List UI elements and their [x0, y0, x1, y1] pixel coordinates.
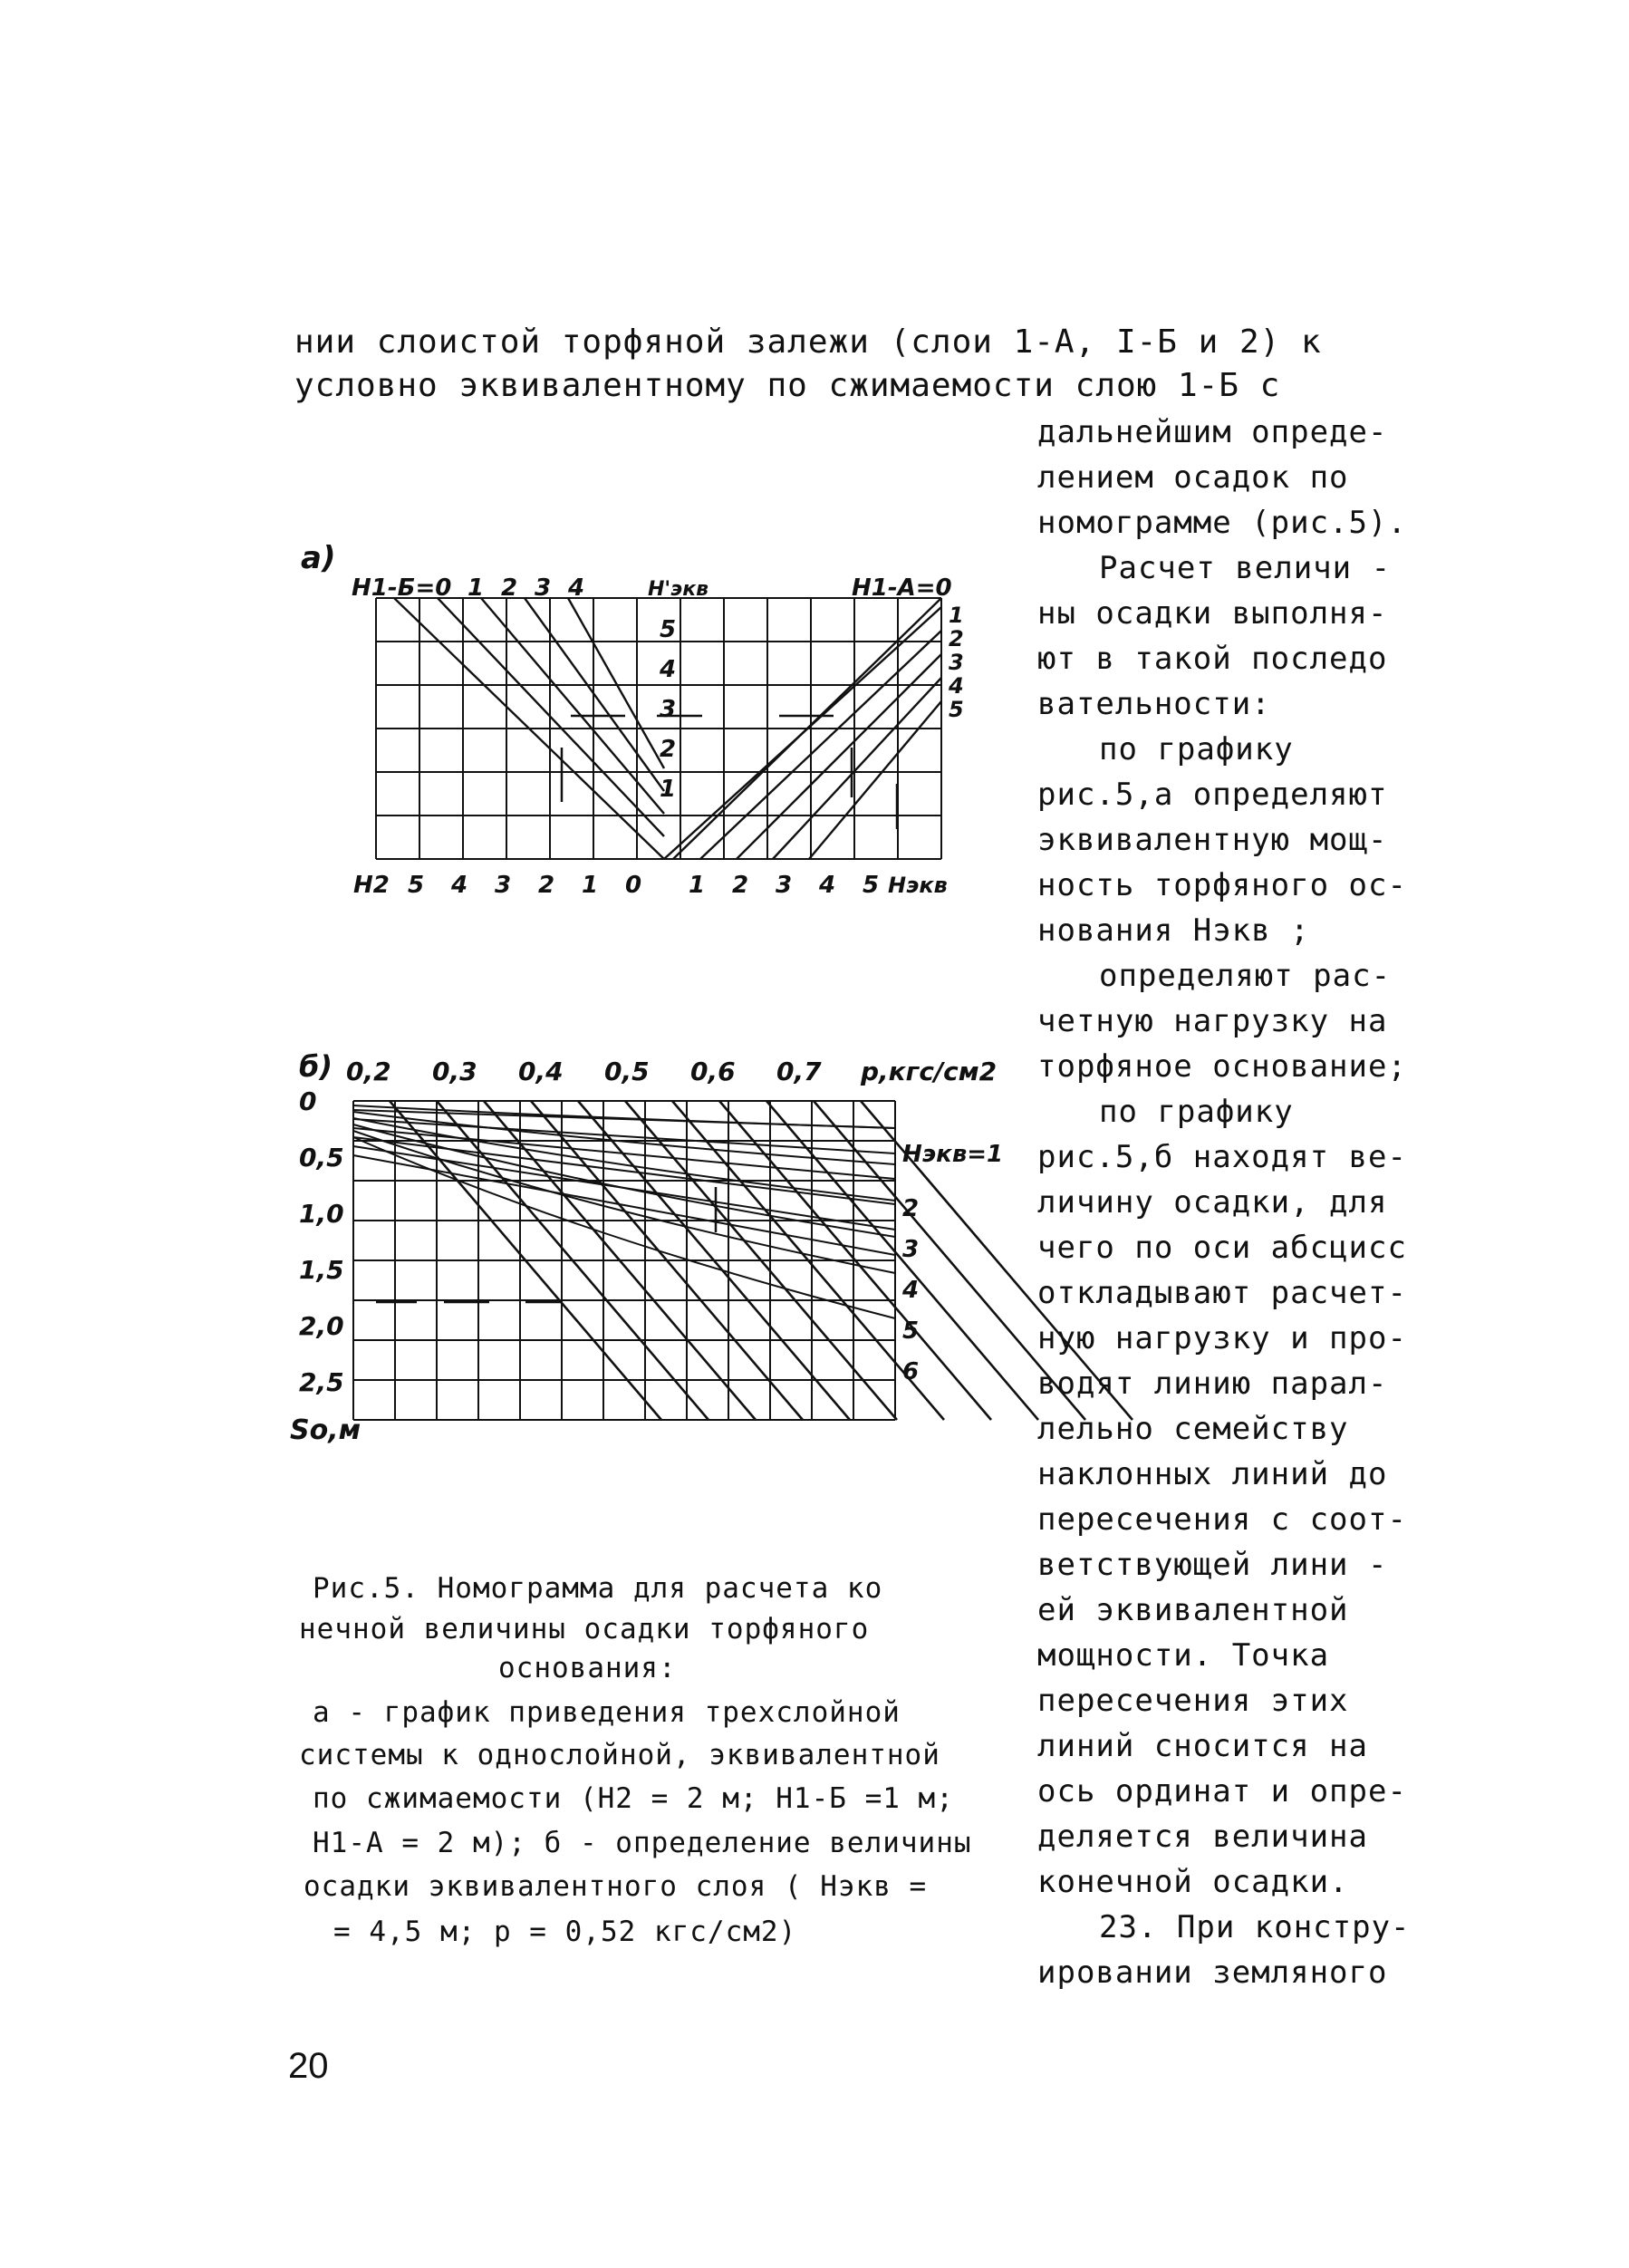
figure-b-nomogram [290, 1042, 1015, 1459]
tick-label: 4 [902, 1277, 920, 1304]
tick-label: 3 [949, 650, 964, 675]
column-line: дальнейшим опреде- [1037, 414, 1388, 450]
figure-b-hekv1-label: Hэкв=1 [902, 1141, 1004, 1168]
tick-label: 1 [582, 872, 599, 899]
page-number: 20 [288, 2046, 329, 2086]
figure-a-hekv-prime-label: H'экв [648, 578, 709, 601]
column-line: откладывают расчет- [1037, 1275, 1407, 1311]
tick-label: 2 [538, 872, 555, 899]
column-line: рис.5,б находят ве- [1037, 1139, 1407, 1175]
figure-b-x-label: p,кгс/см2 [861, 1057, 998, 1086]
tick-label: 4 [451, 872, 468, 899]
figure-a-panel-label: а) [301, 540, 336, 576]
tick-label: 3 [660, 696, 677, 723]
tick-label: 0 [299, 1086, 317, 1116]
tick-label: 0 [625, 872, 642, 899]
caption-line: по сжимаемости (H2 = 2 м; H1-Б =1 м; [313, 1782, 954, 1815]
tick-label: 5 [949, 697, 964, 722]
diagonal-right [809, 701, 941, 859]
equivalent-thickness-line [353, 1110, 895, 1128]
column-line: лением осадок по [1037, 459, 1349, 496]
caption-line: а - график приведения трехслойной [313, 1696, 901, 1729]
column-line: ют в такой последо [1037, 641, 1388, 677]
tick-label: 0,5 [299, 1143, 344, 1173]
tick-label: 1 [689, 872, 706, 899]
diagonal-left [568, 598, 664, 768]
tick-label: 0,6 [690, 1057, 736, 1086]
tick-label: 0,3 [432, 1057, 477, 1086]
tick-label: 1,0 [299, 1199, 344, 1229]
column-line: по графику [1099, 1094, 1294, 1130]
figure-a-h1a-label: H1-А=0 [852, 574, 952, 602]
column-line: чего по оси абсцисс [1037, 1230, 1407, 1266]
column-line: 23. При констру- [1099, 1909, 1411, 1945]
column-line: рис.5,а определяют [1037, 777, 1388, 813]
column-line: четную нагрузку на [1037, 1003, 1388, 1039]
column-line: конечной осадки. [1037, 1864, 1349, 1900]
column-line: ось ординат и опре- [1037, 1773, 1407, 1810]
tick-label: 0,5 [604, 1057, 650, 1086]
tick-label: 3 [776, 872, 793, 899]
tick-label: 0,7 [776, 1057, 822, 1086]
column-line: по графику [1099, 731, 1294, 767]
figure-a-h1b-label: H1-Б=0 [352, 574, 452, 602]
tick-label: 4 [568, 574, 585, 602]
figure-b-y-label: Sо,м [290, 1414, 361, 1446]
tick-label: 1 [660, 776, 677, 803]
tick-label: 4 [819, 872, 836, 899]
column-line: деляется величина [1037, 1819, 1368, 1855]
column-line: ировании земляного [1037, 1954, 1388, 1991]
tick-label: 5 [902, 1317, 920, 1345]
tick-label: 5 [660, 616, 677, 643]
figure-a-h2-label: H2 [353, 872, 390, 899]
tick-label: 5 [408, 872, 425, 899]
column-line: наклонных линий до [1037, 1456, 1388, 1492]
column-line: лельно семейству [1037, 1411, 1349, 1447]
column-line: торфяное основание; [1037, 1048, 1407, 1085]
tick-label: 2 [732, 872, 749, 899]
tick-label: 3 [902, 1236, 920, 1263]
text-line-1: нии слоистой торфяной залежи (слои 1-А, I-Б и 2) к [294, 323, 1322, 361]
caption-line: основания: [498, 1652, 677, 1684]
tick-label: 2,0 [299, 1311, 344, 1341]
caption-line: = 4,5 м; p = 0,52 кгс/см2) [333, 1916, 797, 1948]
column-line: пересечения этих [1037, 1683, 1349, 1719]
tick-label: 4 [660, 656, 677, 683]
diagonal-right [773, 678, 941, 859]
column-line: Расчет величи - [1099, 550, 1392, 586]
column-line: номограмме (рис.5). [1037, 505, 1407, 541]
tick-label: 2 [501, 574, 518, 602]
tick-label: 5 [863, 872, 880, 899]
tick-label: 0,2 [346, 1057, 391, 1086]
column-line: ей эквивалентной [1037, 1592, 1349, 1628]
tick-label: 6 [902, 1358, 920, 1385]
tick-label: 1 [949, 603, 964, 628]
column-line: ную нагрузку и про- [1037, 1320, 1407, 1356]
figure-b-panel-label: б) [299, 1049, 333, 1084]
tick-label: 3 [495, 872, 512, 899]
tick-label: 0,4 [518, 1057, 564, 1086]
tick-label: 3 [535, 574, 552, 602]
column-line: личину осадки, для [1037, 1184, 1388, 1221]
figure-a-hekv-label: Hэкв [888, 873, 948, 898]
caption-line: системы к однослойной, эквивалентной [299, 1739, 940, 1771]
column-line: линий сносится на [1037, 1728, 1368, 1764]
tick-label: 4 [949, 673, 964, 699]
column-line: водят линию парал- [1037, 1366, 1388, 1402]
column-line: эквивалентную мощ- [1037, 822, 1388, 858]
text-line-2: условно эквивалентному по сжимаемости слою 1-Б с [294, 367, 1281, 404]
column-line: пересечения с соот- [1037, 1501, 1407, 1538]
tick-label: 2,5 [299, 1367, 344, 1397]
tick-label: 1,5 [299, 1255, 344, 1285]
column-line: мощности. Точка [1037, 1637, 1330, 1674]
tick-label: 2 [902, 1195, 920, 1222]
column-line: нования Hэкв ; [1037, 912, 1310, 949]
column-line: ветствующей лини - [1037, 1547, 1388, 1583]
column-line: ны осадки выполня- [1037, 595, 1388, 632]
right-text-column [1037, 410, 1454, 1995]
column-line: определяют рас- [1099, 958, 1392, 994]
caption-line: Рис.5. Номограмма для расчета ко [313, 1572, 883, 1605]
caption-line: осадки эквивалентного слоя ( Hэкв = [304, 1870, 928, 1903]
caption-line: H1-А = 2 м); б - определение величины [313, 1827, 972, 1859]
tick-label: 2 [949, 626, 964, 651]
figure-a-nomogram [290, 521, 978, 920]
tick-label: 1 [467, 574, 485, 602]
column-line: ность торфяного ос- [1037, 867, 1407, 903]
caption-line: нечной величины осадки торфяного [299, 1613, 870, 1646]
column-line: вательности: [1037, 686, 1271, 722]
tick-label: 2 [660, 736, 677, 763]
